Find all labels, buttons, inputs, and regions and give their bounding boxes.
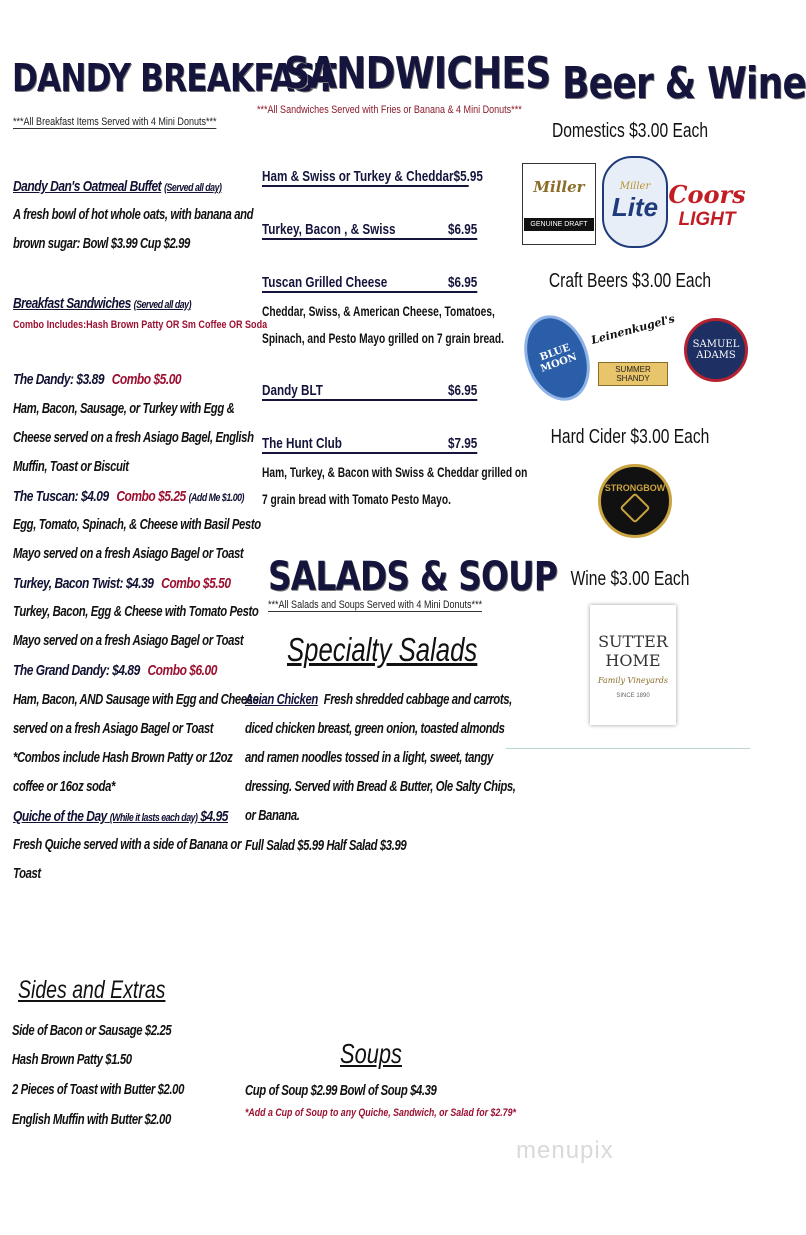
- item-dandy-desc-3: Muffin, Toast or Biscuit: [13, 459, 129, 475]
- item-grand-combo: Combo $6.00: [147, 662, 217, 679]
- oatmeal-served: (Served all day): [164, 182, 222, 194]
- quiche-price: $4.95: [200, 808, 228, 825]
- breakfast-title: DANDY BREAKFAST: [12, 56, 336, 100]
- oatmeal-desc-2: brown sugar: Bowl $3.99 Cup $2.99: [13, 236, 190, 252]
- item-grand-name: The Grand Dandy: $4.89: [13, 662, 140, 679]
- side-item-1: Side of Bacon or Sausage $2.25: [12, 1023, 172, 1039]
- craft-label: Craft Beers $3.00 Each: [548, 270, 712, 292]
- cider-label: Hard Cider $3.00 Each: [550, 426, 710, 448]
- item-grand-desc-1: Ham, Bacon, AND Sausage with Egg and Cheese: [13, 692, 259, 708]
- sandwich-1-name: Ham & Swiss or Turkey & Cheddar: [262, 168, 454, 185]
- coors-sub-text: LIGHT: [678, 208, 736, 230]
- oatmeal-title: [13, 172, 221, 203]
- combo-note: Combo Includes:Hash Brown Patty OR Sm Coffee OR Soda: [13, 319, 268, 331]
- domestics-label: Domestics $3.00 Each: [551, 120, 709, 142]
- asian-chicken-desc-5: or Banana.: [245, 808, 300, 824]
- coors-light-logo: [668, 170, 746, 240]
- item-tuscan-name: The Tuscan: $4.09: [13, 488, 109, 505]
- quiche-note: (While it lasts each day): [109, 812, 198, 824]
- breakfast-note: ***All Breakfast Items Served with 4 Mini Donuts***: [13, 116, 217, 128]
- soup-prices: Cup of Soup $2.99 Bowl of Soup $4.39: [245, 1083, 437, 1099]
- salads-note: ***All Salads and Soups Served with 4 Mini Donuts***: [268, 599, 483, 611]
- sandwich-5-desc-2: 7 grain bread with Tomato Pesto Mayo.: [262, 491, 451, 507]
- miller-sub-text: GENUINE DRAFT: [524, 218, 594, 231]
- sandwich-5-desc-1: Ham, Turkey, & Bacon with Swiss & Cheddar grilled on: [262, 464, 528, 480]
- soup-note: *Add a Cup of Soup to any Quiche, Sandwich, or Salad for $2.79*: [245, 1107, 516, 1119]
- item-twist-desc-2: Mayo served on a fresh Asiago Bagel or Toast: [13, 633, 244, 649]
- item-dandy-name: The Dandy: $3.89: [13, 371, 105, 388]
- blue-moon-logo: [513, 306, 601, 410]
- leinenkugels-logo: [589, 308, 677, 400]
- miller-lite-logo: [602, 156, 668, 248]
- item-grand-desc-3: *Combos include Hash Brown Patty or 12oz: [13, 750, 233, 766]
- sandwich-5-price: $7.95: [447, 435, 478, 452]
- item-twist-desc-1: Turkey, Bacon, Egg & Cheese with Tomato Pesto: [13, 604, 259, 620]
- asian-chicken-desc-3: and ramen noodles tossed in a light, sweet, tangy: [245, 750, 493, 766]
- lite-main-text: Lite: [611, 192, 659, 222]
- sutter-home-logo: [590, 605, 676, 725]
- blue-moon-text: BLUE MOON: [538, 342, 579, 375]
- sutter-text-2: HOME: [605, 650, 661, 670]
- leinie-main-text: Leinenkugel's: [589, 311, 677, 347]
- salads-title: SALADS & SOUP: [268, 554, 558, 600]
- asian-chicken-desc-4: dressing. Served with Bread & Butter, Ole Salty Chips,: [245, 779, 516, 795]
- oatmeal-desc-1: A fresh bowl of hot whole oats, with banana and: [13, 207, 254, 223]
- sam-text-2: ADAMS: [696, 350, 736, 361]
- item-grand-desc-2: served on a fresh Asiago Bagel or Toast: [13, 721, 214, 737]
- side-item-4: English Muffin with Butter $2.00: [12, 1112, 171, 1128]
- soups-title: Soups: [340, 1038, 402, 1069]
- sandwich-5-name: The Hunt Club: [262, 435, 342, 452]
- miller-genuine-draft-logo: [522, 163, 596, 245]
- samuel-adams-logo: [684, 318, 748, 382]
- breakfast-sandwiches-name: Breakfast Sandwiches: [13, 295, 131, 312]
- item-tuscan-combo: Combo $5.25: [116, 488, 186, 505]
- item-tuscan-desc-2: Mayo served on a fresh Asiago Bagel or Toast: [13, 546, 244, 562]
- wine-label: Wine $3.00 Each: [570, 568, 690, 590]
- sandwich-3-price: $6.95: [447, 274, 478, 291]
- asian-chicken-desc-2: diced chicken breast, green onion, toasted almonds: [245, 721, 505, 737]
- item-twist-name: Turkey, Bacon Twist: $4.39: [13, 575, 154, 592]
- miller-brand-text: Miller: [533, 177, 585, 196]
- sandwiches-title: SANDWICHES: [284, 48, 551, 99]
- sandwich-3-desc-1: Cheddar, Swiss, & American Cheese, Tomatoes,: [262, 303, 495, 319]
- strongbow-archer-icon: [619, 492, 650, 523]
- sutter-text-4: SINCE 1890: [616, 692, 650, 699]
- sutter-text-3: Family Vineyards: [598, 675, 668, 685]
- breakfast-sandwiches-served: (Served all day): [133, 299, 192, 311]
- side-item-3: 2 Pieces of Toast with Butter $2.00: [12, 1082, 184, 1098]
- item-tuscan-desc-1: Egg, Tomato, Spinach, & Cheese with Basil Pesto: [13, 517, 261, 533]
- sandwich-2-price: $6.95: [447, 221, 478, 238]
- sandwich-2-name: Turkey, Bacon , & Swiss: [262, 221, 396, 238]
- strongbow-logo: [598, 464, 672, 538]
- sandwich-4-name: Dandy BLT: [262, 382, 323, 399]
- side-item-2: Hash Brown Patty $1.50: [12, 1052, 132, 1068]
- asian-chicken-line-1: [245, 686, 512, 715]
- sandwich-4-price: $6.95: [447, 382, 478, 399]
- item-twist-combo: Combo $5.50: [161, 575, 231, 592]
- watermark: menupix: [516, 1137, 614, 1164]
- sandwich-4: [262, 382, 477, 401]
- quiche-title: [13, 802, 228, 833]
- sandwich-3-desc-2: Spinach, and Pesto Mayo grilled on 7 grain bread.: [262, 330, 504, 346]
- coors-main-text: Coors: [668, 179, 746, 209]
- strongbow-text: STRONGBOW: [604, 483, 666, 493]
- asian-chicken-desc-1: Fresh shredded cabbage and carrots,: [323, 692, 512, 708]
- quiche-desc-1: Fresh Quiche served with a side of Banana or: [13, 837, 241, 853]
- item-dandy-combo: Combo $5.00: [111, 371, 182, 388]
- lite-brand-text: Miller: [619, 181, 651, 192]
- quiche-desc-2: Toast: [13, 866, 41, 882]
- item-twist: [13, 569, 231, 598]
- specialty-salads-title: Specialty Salads: [287, 631, 478, 668]
- item-tuscan: [13, 482, 244, 513]
- sandwiches-note: ***All Sandwiches Served with Fries or Banana & 4 Mini Donuts***: [257, 104, 522, 116]
- column-divider: [506, 748, 750, 749]
- sandwich-1: [262, 168, 483, 187]
- asian-chicken-title: Asian Chicken: [245, 692, 318, 708]
- quiche-name: Quiche of the Day: [13, 808, 107, 825]
- salad-prices: Full Salad $5.99 Half Salad $3.99: [245, 838, 407, 854]
- sutter-text-1: SUTTER: [598, 631, 668, 651]
- sandwich-3: [262, 274, 477, 293]
- sam-text-1: SAMUEL: [692, 339, 740, 350]
- sandwich-2: [262, 221, 477, 240]
- beer-title: Beer & Wine: [562, 58, 806, 109]
- sides-title: Sides and Extras: [18, 976, 166, 1004]
- sandwich-3-name: Tuscan Grilled Cheese: [262, 274, 388, 291]
- leinie-sub-text: SUMMER SHANDY: [598, 362, 668, 386]
- item-dandy-desc-2: Cheese served on a fresh Asiago Bagel, English: [13, 430, 254, 446]
- sandwich-5: [262, 435, 477, 454]
- breakfast-sandwiches-title: [13, 289, 191, 320]
- item-grand-desc-4: coffee or 16oz soda*: [13, 779, 115, 795]
- item-grand: [13, 656, 217, 685]
- item-dandy-desc-1: Ham, Bacon, Sausage, or Turkey with Egg &: [13, 401, 235, 417]
- sandwich-1-price: $5.95: [453, 168, 483, 185]
- item-tuscan-extra: (Add Me $1.00): [188, 492, 244, 504]
- oatmeal-name: Dandy Dan's Oatmeal Buffet: [13, 178, 162, 195]
- item-dandy: [13, 365, 181, 394]
